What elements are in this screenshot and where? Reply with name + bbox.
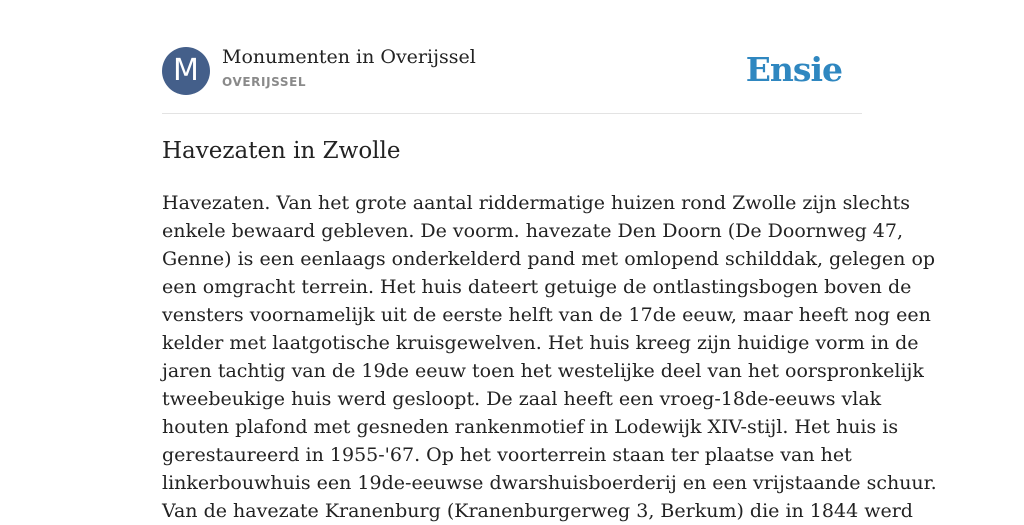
brand-logo[interactable]: Ensie xyxy=(745,50,842,89)
body-line: houten plafond met gesneden rankenmotief in Lodewijk XIV-stijl. Het huis is xyxy=(162,416,899,438)
page-container xyxy=(162,0,937,522)
body-line: Genne) is een eenlaags onderkelderd pand met omlopend schilddak, gelegen op xyxy=(162,248,936,270)
body-line: tweebeukige huis werd gesloopt. De zaal heeft een vroeg-18de-eeuws vlak xyxy=(162,388,882,410)
body-line: Van de havezate Kranenburg (Kranenburgerweg 3, Berkum) die in 1844 werd xyxy=(162,500,913,522)
body-line: een omgracht terrein. Het huis dateert getuige de ontlastingsbogen boven de xyxy=(162,276,912,298)
source-title[interactable]: Monumenten in Overijssel xyxy=(222,46,476,68)
body-line: jaren tachtig van de 19de eeuw toen het westelijke deel van het oorspronkelijk xyxy=(162,360,924,382)
source-header xyxy=(162,0,862,114)
body-line: enkele bewaard gebleven. De voorm. havezate Den Doorn (De Doornweg 47, xyxy=(162,220,904,242)
page-title: Havezaten in Zwolle xyxy=(162,138,401,164)
source-region[interactable]: OVERIJSSEL xyxy=(222,75,307,89)
avatar[interactable]: M xyxy=(162,47,210,95)
body-line: Havezaten. Van het grote aantal riddermatige huizen rond Zwolle zijn slechts xyxy=(162,192,911,214)
article-body xyxy=(162,189,937,525)
body-line: kelder met laatgotische kruisgewelven. Het huis kreeg zijn huidige vorm in de xyxy=(162,332,919,354)
body-line: linkerbouwhuis een 19de-eeuwse dwarshuisboerderij en een vrijstaande schuur. xyxy=(162,472,937,494)
body-line: gerestaureerd in 1955-'67. Op het voorterrein staan ter plaatse van het xyxy=(162,444,852,466)
body-line: vensters voornamelijk uit de eerste helft van de 17de eeuw, maar heeft nog een xyxy=(162,304,931,326)
